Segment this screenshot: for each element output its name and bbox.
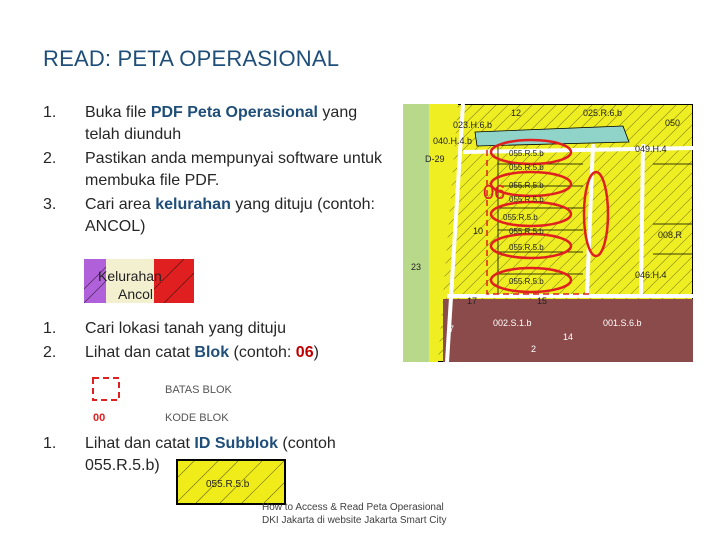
map-label: 055.R.5.b (509, 181, 544, 190)
highlight-text: ID Subblok (194, 435, 278, 452)
list-item: 1. Buka file PDF Peta Operasional yang telah diunduh (43, 104, 358, 143)
map-label: 055.R.5.b (509, 243, 544, 252)
footer-caption (262, 501, 462, 527)
list-item: 2. Lihat dan catat Blok (contoh: 06) (43, 344, 319, 361)
slide-title: READ: PETA OPERASIONAL (43, 46, 340, 71)
steps-list-2 (43, 318, 388, 366)
batas-blok-label: BATAS BLOK (165, 384, 232, 396)
map-label: 050 (665, 118, 681, 128)
map-label: 008.R (658, 230, 683, 240)
subblok-id-label: 055.R.5.b (206, 479, 250, 490)
map-label: D-29 (425, 154, 445, 164)
kelurahan-example-image (84, 259, 194, 303)
footer-line-2: DKI Jakarta di website Jakarta Smart City (262, 515, 447, 526)
kelurahan-name: Ancol (118, 286, 154, 302)
kode-blok-label: KODE BLOK (165, 412, 229, 424)
map-label: 046.H.4 (635, 270, 667, 280)
map-label: 055.R.5.b (503, 213, 538, 222)
map-label: 10 (473, 226, 484, 236)
highlight-text: kelurahan (155, 196, 231, 213)
map-label: 040.H.4.b (433, 136, 473, 146)
map-label: 15 (537, 296, 548, 306)
list-item: 2. Pastikan anda mempunyai software untuk membuka file PDF. (43, 150, 383, 189)
map-label: 001.S.6.b (603, 318, 642, 328)
footer-line-1: How to Access & Read Peta Operasional (262, 502, 444, 513)
kelurahan-label: Kelurahan (98, 268, 162, 284)
map-label: 23 (411, 262, 422, 272)
map-label: 055.R.5.b (509, 277, 544, 286)
list-item: 3. Cari area kelurahan yang dituju (contoh: ANCOL) (43, 196, 375, 235)
map-label: 055.R.5.b (509, 227, 544, 236)
map-label: 023.H.6.b (453, 120, 493, 130)
map-label: 002.S.1.b (493, 318, 532, 328)
map-label: 2 (531, 344, 537, 354)
legend-image (85, 374, 265, 426)
highlight-text: PDF Peta Operasional (150, 104, 318, 121)
peta-operasional-map (403, 104, 693, 362)
kode-blok-sample: 00 (93, 412, 106, 424)
map-label: 025.R.6.b (583, 108, 623, 118)
map-label: 049.H.4 (635, 144, 667, 154)
subblok-example-image (176, 459, 286, 505)
map-label: 055.R.5.b (509, 163, 544, 172)
list-item: 1. Cari lokasi tanah yang dituju (43, 320, 287, 337)
map-label: 12 (511, 108, 522, 118)
steps-list-1 (43, 102, 388, 240)
map-label: 055.R.5.b (509, 149, 544, 158)
map-label: 7 (449, 324, 455, 334)
block-code-label: 06 (483, 182, 506, 204)
block-code-text: 06 (295, 344, 314, 361)
list-item: 1. Lihat dan catat ID Subblok (contoh 055.R.5.b) (43, 435, 336, 474)
map-label: 17 (467, 296, 478, 306)
highlight-text: Blok (194, 344, 230, 361)
batas-blok-symbol (93, 378, 119, 400)
map-label: 055.R.5.b (509, 195, 544, 204)
map-label: 14 (563, 332, 574, 342)
